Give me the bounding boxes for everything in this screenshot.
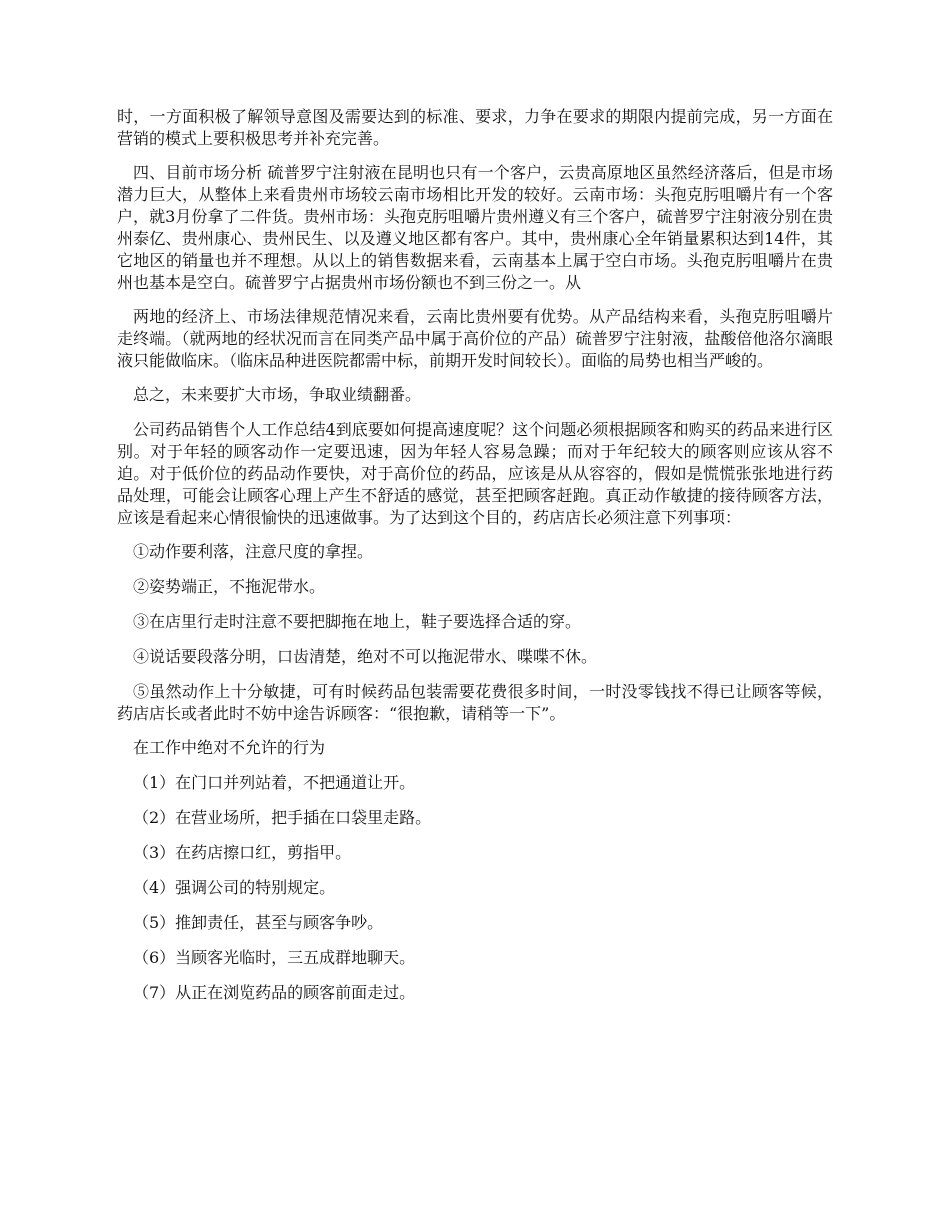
list-item: （7）从正在浏览药品的顾客前面走过。 bbox=[133, 983, 416, 1002]
list-item: （3）在药店擦口红，剪指甲。 bbox=[133, 843, 352, 862]
list-item: （6）当顾客光临时，三五成群地聊天。 bbox=[133, 948, 416, 967]
list-item: ⑤虽然动作上十分敏捷，可有时候药品包装需要花费很多时间，一时没零钱找不得已让顾客等候，药店店长或者此时不妨中途告诉顾客：“很抱歉，请稍等一下”。 bbox=[117, 682, 833, 723]
list-item: （2）在营业场所，把手插在口袋里走路。 bbox=[133, 808, 432, 827]
list-item: ①动作要利落，注意尺度的拿捏。 bbox=[133, 542, 374, 561]
document-page bbox=[117, 106, 833, 1017]
list-item: （5）推卸责任，甚至与顾客争吵。 bbox=[133, 913, 384, 932]
paragraph-continuation: 时，一方面积极了解领导意图及需要达到的标准、要求，力争在要求的期限内提前完成，另一方面在营销的模式上要积极思考并补充完善。 bbox=[117, 107, 833, 148]
list-item: （1）在门口并列站着，不把通道让开。 bbox=[133, 773, 416, 792]
paragraph-summary: 总之，未来要扩大市场，争取业绩翻番。 bbox=[133, 385, 422, 404]
list-item: ④说话要段落分明，口齿清楚，绝对不可以拖泥带水、喋喋不休。 bbox=[133, 647, 598, 666]
paragraph-speed: 公司药品销售个人工作总结4到底要如何提高速度呢？这个问题必须根据顾客和购买的药品来进行区别。对于年轻的顾客动作一定要迅速，因为年轻人容易急躁；而对于年纪较大的顾客则应该从容不迫。对于低价位的药品动作要快，对于高价位的药品，应该是从从容容的，假如是慌慌张张地进行药品处理，可能会让顾客心理上产生不舒适的感觉，甚至把顾客赶跑。真正动作敏捷的接待顾客方法，应该是看起来心情很愉快的迅速做事。为了达到这个目的，药店店长必须注意下列事项： bbox=[117, 420, 833, 527]
section-heading: 在工作中绝对不允许的行为 bbox=[133, 738, 326, 757]
paragraph-regional-comparison: 两地的经济上、市场法律规范情况来看，云南比贵州要有优势。从产品结构来看，头孢克肟咀嚼片走终端。（就两地的经状况而言在同类产品中属于高价位的产品）硫普罗宁注射液，盐酸倍他洛尔滴眼液只能做临床。（临床品种进医院都需中标，前期开发时间较长）。面临的局势也相当严峻的。 bbox=[117, 307, 833, 370]
list-item: ③在店里行走时注意不要把脚拖在地上，鞋子要选择合适的穿。 bbox=[133, 612, 582, 631]
paragraph-market-analysis: 四、目前市场分析 硫普罗宁注射液在昆明也只有一个客户，云贵高原地区虽然经济落后，但是市场潜力巨大，从整体上来看贵州市场较云南市场相比开发的较好。云南市场：头孢克肟咀嚼片有一个客户，就3月份拿了二件货。贵州市场：头孢克肟咀嚼片贵州遵义有三个客户，硫普罗宁注射液分别在贵州泰亿、贵州康心、贵州民生、以及遵义地区都有客户。其中，贵州康心全年销量累积达到14件，其它地区的销量也并不理想。从以上的销售数据来看，云南基本上属于空白市场。头孢克肟咀嚼片在贵州也基本是空白。硫普罗宁占据贵州市场份额也不到三份之一。从 bbox=[117, 163, 833, 292]
list-item: （4）强调公司的特别规定。 bbox=[133, 878, 336, 897]
list-item: ②姿势端正，不拖泥带水。 bbox=[133, 577, 326, 596]
